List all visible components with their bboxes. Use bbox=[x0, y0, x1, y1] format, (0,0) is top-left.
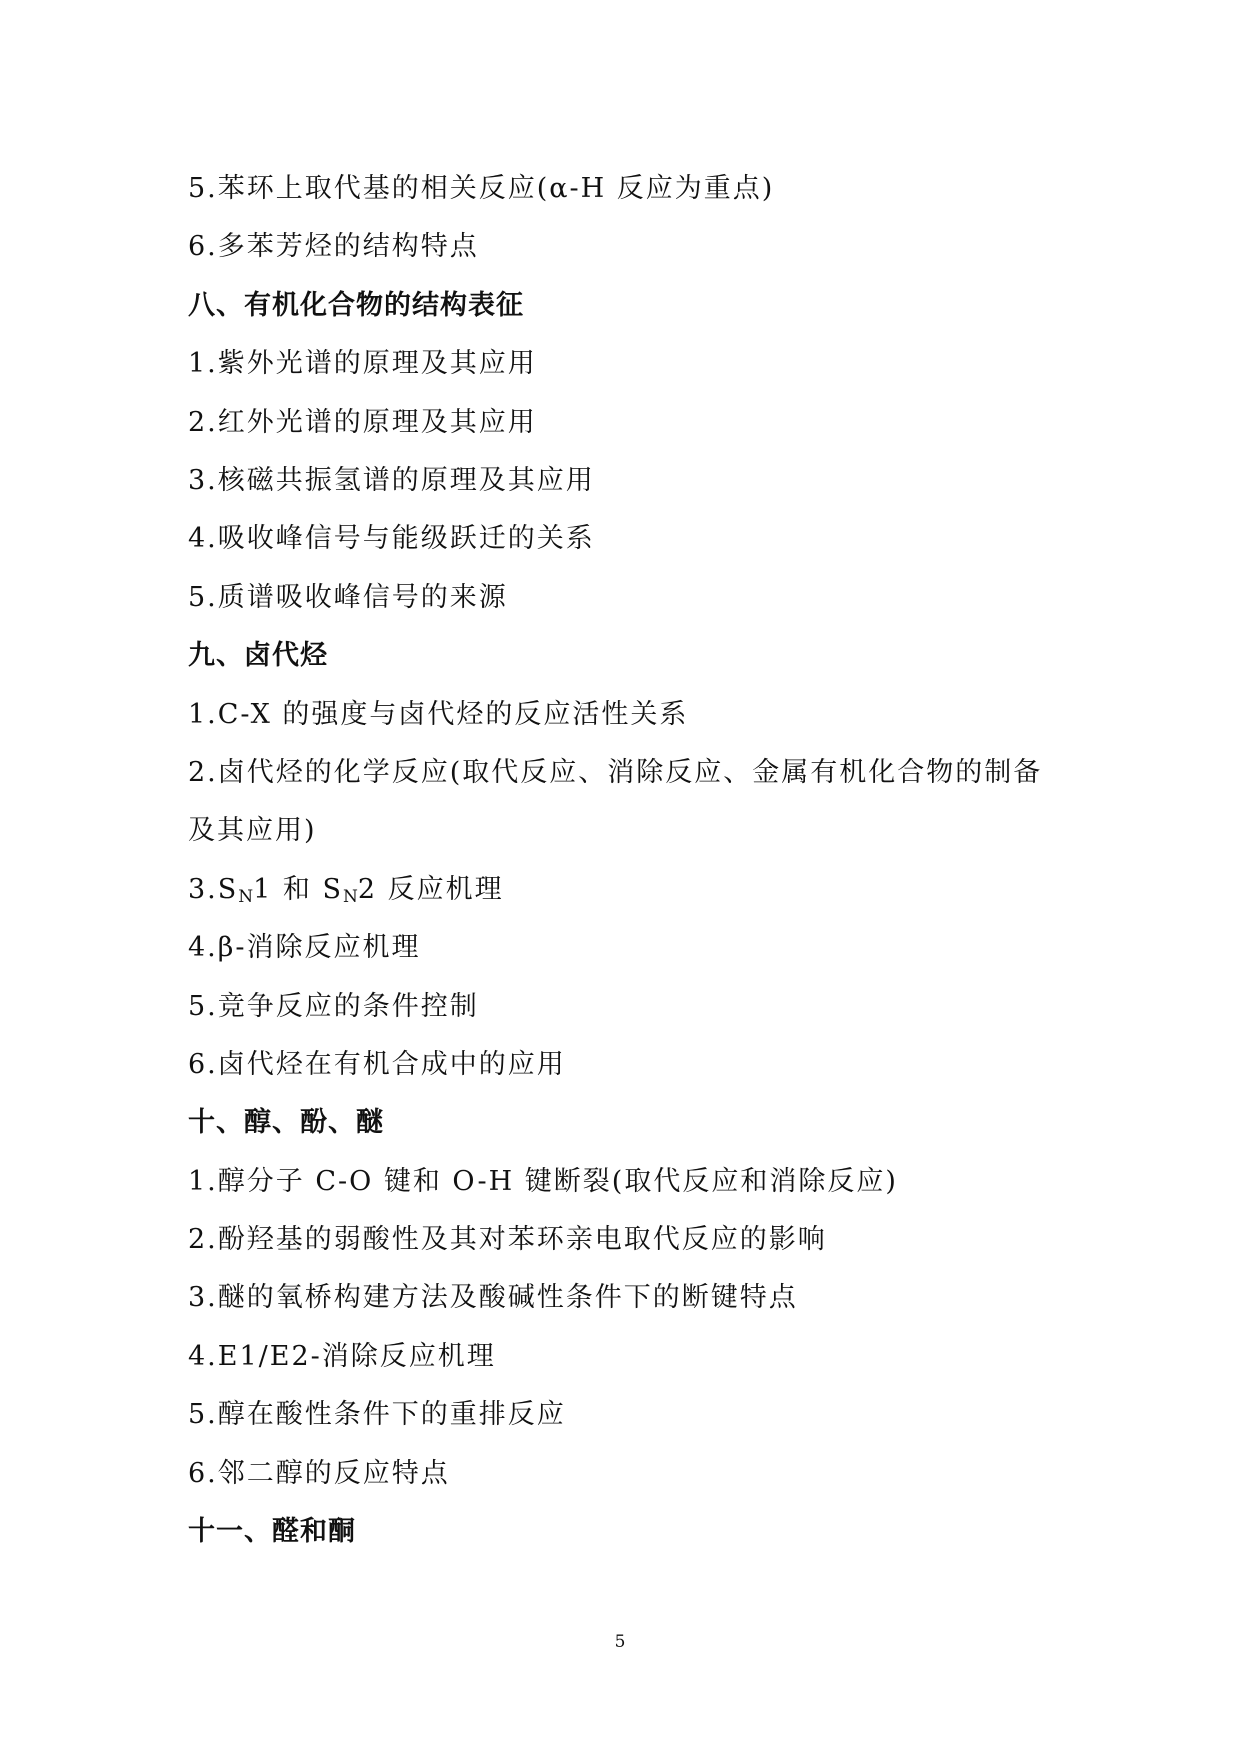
list-item-sn-mechanism bbox=[188, 861, 1068, 919]
list-item: 6.多苯芳烃的结构特点 bbox=[188, 231, 479, 263]
list-item: 2.卤代烃的化学反应(取代反应、消除反应、金属有机化合物的制备及其应用) bbox=[188, 756, 1043, 847]
list-item: 6.卤代烃在有机合成中的应用 bbox=[188, 1048, 566, 1080]
list-item: 3.核磁共振氢谱的原理及其应用 bbox=[188, 464, 595, 496]
list-item: 5.醇在酸性条件下的重排反应 bbox=[188, 1399, 566, 1431]
list-item: 2.酚羟基的弱酸性及其对苯环亲电取代反应的影响 bbox=[188, 1224, 827, 1256]
list-item: 4.β-消除反应机理 bbox=[188, 932, 421, 964]
list-item: 4.E1/E2-消除反应机理 bbox=[188, 1340, 496, 1372]
page-number: 5 bbox=[614, 1632, 626, 1652]
section-heading: 十一、醛和酮 bbox=[188, 1516, 356, 1548]
subscript-n: N bbox=[342, 886, 358, 907]
subscript-n: N bbox=[238, 886, 254, 907]
sn-suffix: 2 反应机理 bbox=[357, 873, 504, 905]
section-heading: 十、醇、酚、醚 bbox=[188, 1107, 384, 1139]
list-item: 4.吸收峰信号与能级跃迁的关系 bbox=[188, 523, 595, 555]
sn-prefix: 3.S bbox=[188, 873, 239, 905]
list-item: 1.C-X 的强度与卤代烃的反应活性关系 bbox=[188, 698, 689, 730]
section-heading: 八、有机化合物的结构表征 bbox=[188, 289, 524, 321]
outline-body bbox=[188, 160, 1068, 1561]
list-item: 5.苯环上取代基的相关反应(α-H 反应为重点) bbox=[188, 173, 775, 204]
list-item: 6.邻二醇的反应特点 bbox=[188, 1457, 450, 1489]
sn-middle: 1 和 S bbox=[253, 873, 343, 905]
list-item: 1.醇分子 C-O 键和 O-H 键断裂(取代反应和消除反应) bbox=[188, 1165, 898, 1197]
section-heading: 九、卤代烃 bbox=[188, 640, 328, 672]
list-item: 5.质谱吸收峰信号的来源 bbox=[188, 581, 508, 613]
list-item: 2.红外光谱的原理及其应用 bbox=[188, 406, 537, 438]
list-item: 1.紫外光谱的原理及其应用 bbox=[188, 348, 537, 380]
list-item: 3.醚的氧桥构建方法及酸碱性条件下的断键特点 bbox=[188, 1282, 798, 1314]
list-item: 5.竞争反应的条件控制 bbox=[188, 990, 479, 1022]
